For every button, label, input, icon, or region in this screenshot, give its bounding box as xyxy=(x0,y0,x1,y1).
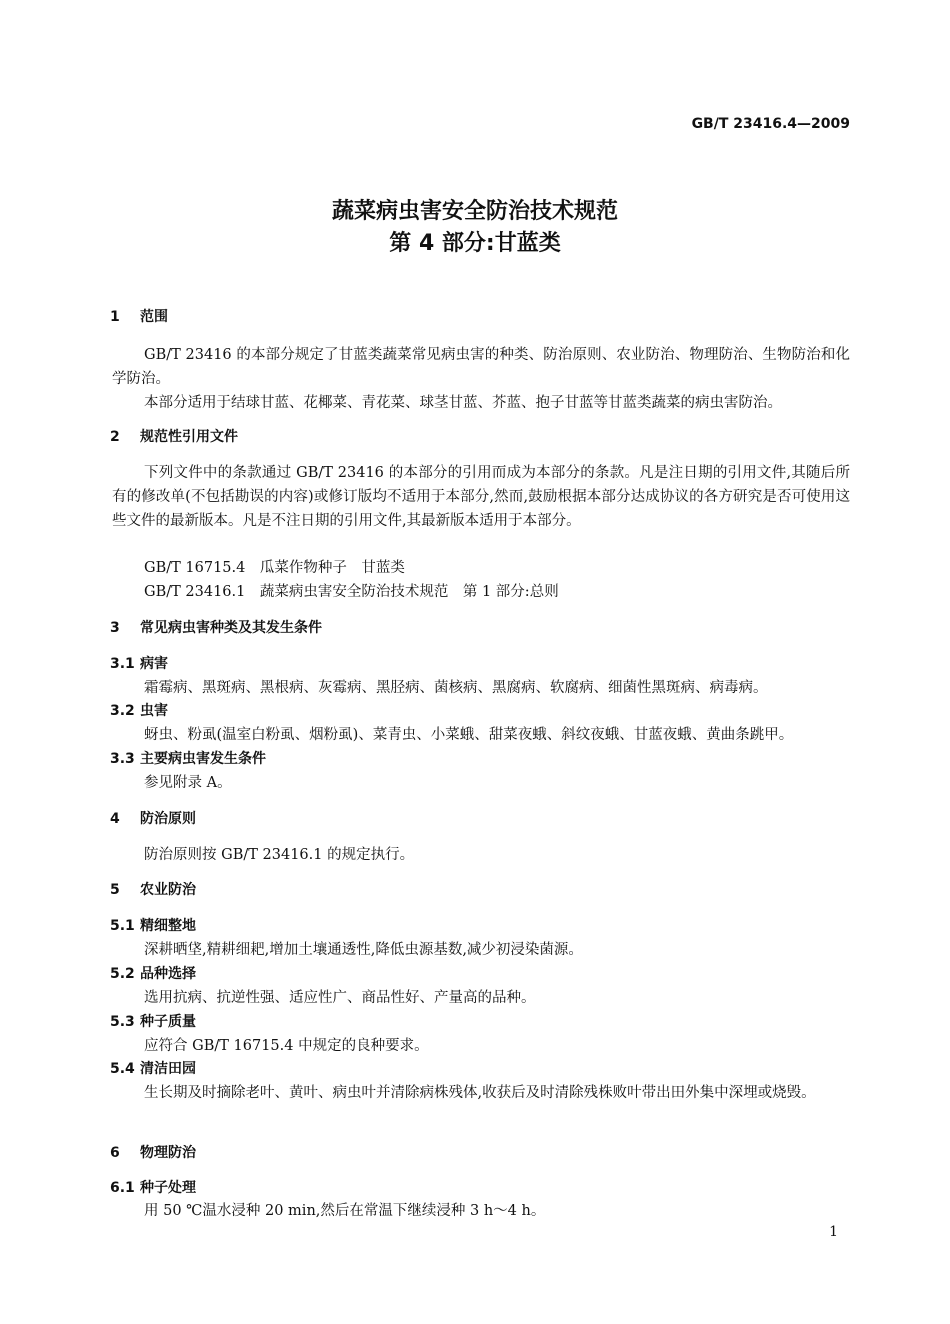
section-title: 常见病虫害种类及其发生条件 xyxy=(140,620,322,636)
subsection-number: 5.4 xyxy=(110,1061,135,1077)
section-number: 5 xyxy=(110,882,120,898)
section-title: 防治原则 xyxy=(140,811,196,827)
subsection-title: 精细整地 xyxy=(140,918,196,934)
subsection-title: 主要病虫害发生条件 xyxy=(140,751,266,767)
subsection-title: 种子质量 xyxy=(140,1014,196,1030)
subsection-number: 6.1 xyxy=(110,1180,135,1196)
section-number: 3 xyxy=(110,620,120,636)
title-line-1: 蔬菜病虫害安全防治技术规范 xyxy=(331,199,618,224)
section-1-para-1: GB/T 23416 的本部分规定了甘蓝类蔬菜常见病虫害的种类、防治原则、农业防治、物理防治、生物防治和化学防治。 xyxy=(112,347,850,387)
section-3-heading xyxy=(110,618,322,638)
section-number: 2 xyxy=(110,429,120,445)
subsection-6-1-heading xyxy=(110,1178,196,1198)
section-1-heading xyxy=(110,307,168,327)
section-2-heading xyxy=(110,427,238,447)
subsection-3-2-text: 蚜虫、粉虱(温室白粉虱、烟粉虱)、菜青虫、小菜蛾、甜菜夜蛾、斜纹夜蛾、甘蓝夜蛾、黄曲条跳甲。 xyxy=(144,727,794,743)
subsection-number: 3.3 xyxy=(110,751,135,767)
page-number: 1 xyxy=(829,1224,838,1240)
section-1-para-2: 本部分适用于结球甘蓝、花椰菜、青花菜、球茎甘蓝、芥蓝、抱子甘蓝等甘蓝类蔬菜的病虫害防治。 xyxy=(144,395,782,411)
section-number: 6 xyxy=(110,1145,120,1161)
subsection-3-3-text: 参见附录 A。 xyxy=(144,775,232,791)
section-title: 范围 xyxy=(140,309,168,325)
subsection-number: 3.1 xyxy=(110,656,135,672)
section-4-text: 防治原则按 GB/T 23416.1 的规定执行。 xyxy=(144,847,415,863)
subsection-5-3-text: 应符合 GB/T 16715.4 中规定的良种要求。 xyxy=(144,1038,429,1054)
standard-number: GB/T 23416.4—2009 xyxy=(691,116,850,132)
reference-1: GB/T 16715.4 瓜菜作物种子 甘蓝类 xyxy=(144,560,405,576)
document-title xyxy=(0,196,950,260)
subsection-title: 品种选择 xyxy=(140,966,196,982)
subsection-5-2-heading xyxy=(110,964,196,984)
subsection-title: 虫害 xyxy=(140,703,168,719)
section-2-para-1: 下列文件中的条款通过 GB/T 23416 的本部分的引用而成为本部分的条款。凡是注日期的引用文件,其随后所有的修改单(不包括勘误的内容)或修订版均不适用于本部分,然而,鼓励根据本部分达成协议的各方研究是否可使用这些文件的最新版本。凡是不注日期的引用文件,其最新版本适用于本部分。 xyxy=(112,465,850,529)
subsection-5-2-text: 选用抗病、抗逆性强、适应性广、商品性好、产量高的品种。 xyxy=(144,990,536,1006)
section-number: 4 xyxy=(110,811,120,827)
section-6-heading xyxy=(110,1143,196,1163)
subsection-3-1-text: 霜霉病、黑斑病、黑根病、灰霉病、黑胫病、菌核病、黑腐病、软腐病、细菌性黑斑病、病毒病。 xyxy=(144,680,768,696)
reference-2: GB/T 23416.1 蔬菜病虫害安全防治技术规范 第 1 部分:总则 xyxy=(144,584,559,600)
subsection-3-2-heading xyxy=(110,701,168,721)
subsection-5-4-heading xyxy=(110,1059,196,1079)
subsection-title: 种子处理 xyxy=(140,1180,196,1196)
subsection-3-3-heading xyxy=(110,749,266,769)
subsection-number: 3.2 xyxy=(110,703,135,719)
subsection-title: 病害 xyxy=(140,656,168,672)
title-line-2: 第 4 部分:甘蓝类 xyxy=(389,231,561,256)
subsection-title: 清洁田园 xyxy=(140,1061,196,1077)
subsection-number: 5.1 xyxy=(110,918,135,934)
section-5-heading xyxy=(110,880,196,900)
section-number: 1 xyxy=(110,309,120,325)
section-title: 物理防治 xyxy=(140,1145,196,1161)
subsection-5-1-heading xyxy=(110,916,196,936)
subsection-number: 5.2 xyxy=(110,966,135,982)
section-title: 规范性引用文件 xyxy=(140,429,238,445)
section-4-heading xyxy=(110,809,196,829)
subsection-6-1-text: 用 50 ℃温水浸种 20 min,然后在常温下继续浸种 3 h～4 h。 xyxy=(144,1203,546,1219)
section-title: 农业防治 xyxy=(140,882,196,898)
subsection-number: 5.3 xyxy=(110,1014,135,1030)
subsection-3-1-heading xyxy=(110,654,168,674)
subsection-5-1-text: 深耕晒垡,精耕细耙,增加土壤通透性,降低虫源基数,减少初浸染菌源。 xyxy=(144,942,583,958)
subsection-5-3-heading xyxy=(110,1012,196,1032)
subsection-5-4-text: 生长期及时摘除老叶、黄叶、病虫叶并清除病株残体,收获后及时清除残株败叶带出田外集中深埋或烧毁。 xyxy=(144,1085,816,1101)
